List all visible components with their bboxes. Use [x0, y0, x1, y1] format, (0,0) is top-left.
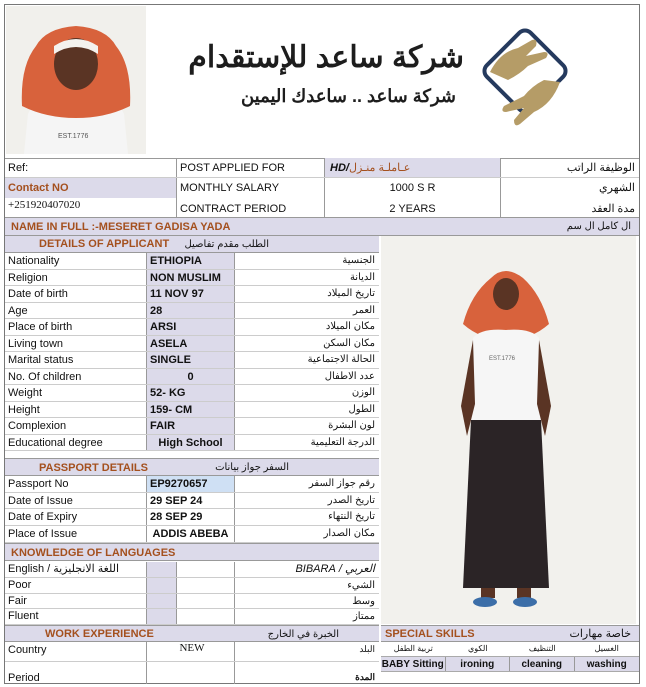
work-header: WORK EXPERIENCE الخبرة في الخارج	[5, 625, 379, 642]
company-slogan: شركة ساعد .. ساعدك اليمين	[240, 86, 456, 106]
shirt-text: EST.1776	[489, 356, 516, 362]
detail-label-ar: لون البشرة	[328, 420, 375, 431]
detail-value: FAIR	[147, 418, 235, 434]
passport-label-ar: تاريخ النتهاء	[328, 511, 375, 523]
detail-value: High School	[147, 435, 235, 451]
full-name: NAME IN FULL :-MESERET GADISA YADA	[11, 221, 231, 233]
detail-row	[5, 385, 379, 402]
passport-header: PASSPORT DETAILS السفر جواز بيانات	[5, 458, 379, 476]
passport-row	[5, 493, 379, 510]
skills-ar-row	[381, 642, 639, 656]
passport-value: 29 SEP 24	[147, 493, 235, 509]
ref-label: Ref:	[5, 158, 177, 177]
detail-label: Nationality	[5, 253, 147, 269]
detail-label: No. Of children	[5, 369, 147, 385]
passport-label: Place of Issue	[5, 526, 147, 542]
language-level-label: Fair	[5, 594, 147, 609]
detail-row	[5, 336, 379, 353]
detail-row	[5, 270, 379, 287]
detail-row	[5, 418, 379, 435]
english-label: English / اللغة الانجليزية	[5, 562, 147, 577]
detail-row	[5, 253, 379, 270]
detail-value: SINGLE	[147, 352, 235, 368]
detail-label-ar: الطول	[348, 403, 375, 415]
detail-value: 159- CM	[147, 402, 235, 418]
detail-label-ar: مكان الميلاد	[325, 321, 375, 332]
detail-label: Weight	[5, 385, 147, 401]
detail-label-ar: تاريخ الميلاد	[327, 288, 375, 299]
detail-value: ASELA	[147, 336, 235, 352]
passport-label-ar: تاريخ الصدر	[327, 494, 375, 506]
language-level-ar: ممتاز	[352, 611, 375, 622]
passport-row	[5, 526, 379, 543]
detail-label: Educational degree	[5, 435, 147, 451]
passport-label-ar: مكان الصدار	[323, 528, 375, 540]
detail-row	[5, 303, 379, 320]
detail-value: ARSI	[147, 319, 235, 335]
work-period-row	[5, 662, 379, 684]
detail-value: 28	[147, 303, 235, 319]
detail-row	[5, 369, 379, 386]
post-value: HD/عـاملـة منـزل	[325, 158, 501, 177]
shirt-text: EST.1776	[58, 133, 89, 140]
language-level-label: Fluent	[5, 609, 147, 624]
detail-label: Living town	[5, 336, 147, 352]
detail-row	[5, 435, 379, 452]
skill-item: ironing	[446, 657, 511, 671]
skill-item: washing	[586, 659, 627, 670]
full-name-ar: ال كامل ال سم	[566, 221, 631, 232]
skill-item-ar: الكوي	[468, 644, 488, 653]
passport-value: 28 SEP 29	[147, 509, 235, 525]
country-label-ar: البلد	[359, 644, 375, 654]
skill-item-ar: تربية الطفل	[393, 644, 433, 653]
detail-label: Date of birth	[5, 286, 147, 302]
detail-value: 11 NOV 97	[147, 286, 235, 302]
skill-item-ar: الغسيل	[594, 644, 619, 653]
language-level-label: Poor	[5, 578, 147, 593]
phone-number: +251920407020	[5, 198, 177, 218]
passport-value: EP9270657	[147, 476, 235, 492]
detail-row	[5, 286, 379, 303]
language-english-row	[5, 562, 379, 578]
passport-label: Date of Expiry	[5, 509, 147, 525]
period-label-ar: المدة	[355, 672, 375, 682]
detail-value: NON MUSLIM	[147, 270, 235, 286]
detail-label: Height	[5, 402, 147, 418]
passport-row	[5, 509, 379, 526]
detail-label: Marital status	[5, 352, 147, 368]
salary-value: 1000 S R	[325, 178, 501, 198]
detail-label: Religion	[5, 270, 147, 286]
work-country-row	[5, 642, 379, 662]
contract-label: CONTRACT PERIOD	[177, 198, 325, 218]
detail-label: Age	[5, 303, 147, 319]
detail-label-ar: الدرجة التعليمية	[310, 436, 375, 448]
detail-value: ETHIOPIA	[147, 253, 235, 269]
contact-label: Contact NO	[5, 178, 177, 198]
languages-header: KNOWLEDGE OF LANGUAGES	[5, 543, 379, 561]
company-logo	[470, 22, 580, 142]
post-label: POST APPLIED FOR	[177, 158, 325, 177]
language-level-row	[5, 609, 379, 625]
salary-label: MONTHLY SALARY	[177, 178, 325, 198]
passport-row	[5, 476, 379, 493]
passport-value: ADDIS ABEBA	[147, 526, 235, 542]
hands-logo-icon	[470, 22, 580, 142]
country-label: Country	[5, 642, 147, 661]
company-name: شركة ساعد للإستقدام	[188, 41, 464, 74]
passport-label-ar: رقم جواز السفر	[308, 478, 375, 489]
detail-label-ar: عدد الاطفال	[324, 370, 375, 382]
detail-label: Place of birth	[5, 319, 147, 335]
skill-item-ar: التنظيف	[528, 644, 556, 653]
applicant-photo-small	[6, 6, 146, 154]
language-level-ar: الشيء	[347, 580, 375, 591]
contract-value: 2 YEARS	[325, 198, 501, 218]
skills-row	[381, 656, 639, 672]
skill-item: cleaning	[510, 657, 575, 671]
passport-label: Passport No	[5, 476, 147, 492]
details-header: DETAILS OF APPLICANT الطلب مقدم تفاصيل	[5, 236, 379, 253]
period-label: Period	[5, 662, 147, 684]
detail-value: 0	[147, 369, 235, 385]
detail-row	[5, 352, 379, 369]
language-level-row	[5, 594, 379, 610]
contract-label-ar: مدة العقد	[591, 203, 635, 215]
detail-label-ar: الديانة	[349, 271, 375, 283]
detail-label-ar: مكان السكن	[323, 337, 375, 349]
detail-row	[5, 319, 379, 336]
passport-label: Date of Issue	[5, 493, 147, 509]
detail-label-ar: الحالة الاجتماعية	[307, 354, 375, 365]
detail-label: Complexion	[5, 418, 147, 434]
detail-label-ar: العمر	[353, 304, 375, 316]
name-row	[5, 218, 639, 236]
skills-header: SPECIAL SKILLS خاصة مهارات	[381, 625, 639, 642]
country-value: NEW	[147, 642, 235, 661]
applicant-photo-full	[381, 236, 636, 624]
detail-value: 52- KG	[147, 385, 235, 401]
detail-label-ar: الجنسية	[342, 255, 375, 266]
detail-row	[5, 402, 379, 419]
skill-item: BABY Sitting	[381, 659, 444, 670]
salary-label-ar: الشهري	[599, 182, 635, 194]
language-level-row	[5, 578, 379, 594]
detail-label-ar: الوزن	[351, 387, 375, 398]
post-label-ar: الوظيفة الراتب	[566, 162, 635, 174]
arabic-level: العربي / BIBARA	[295, 563, 375, 575]
language-level-ar: وسط	[352, 595, 375, 607]
